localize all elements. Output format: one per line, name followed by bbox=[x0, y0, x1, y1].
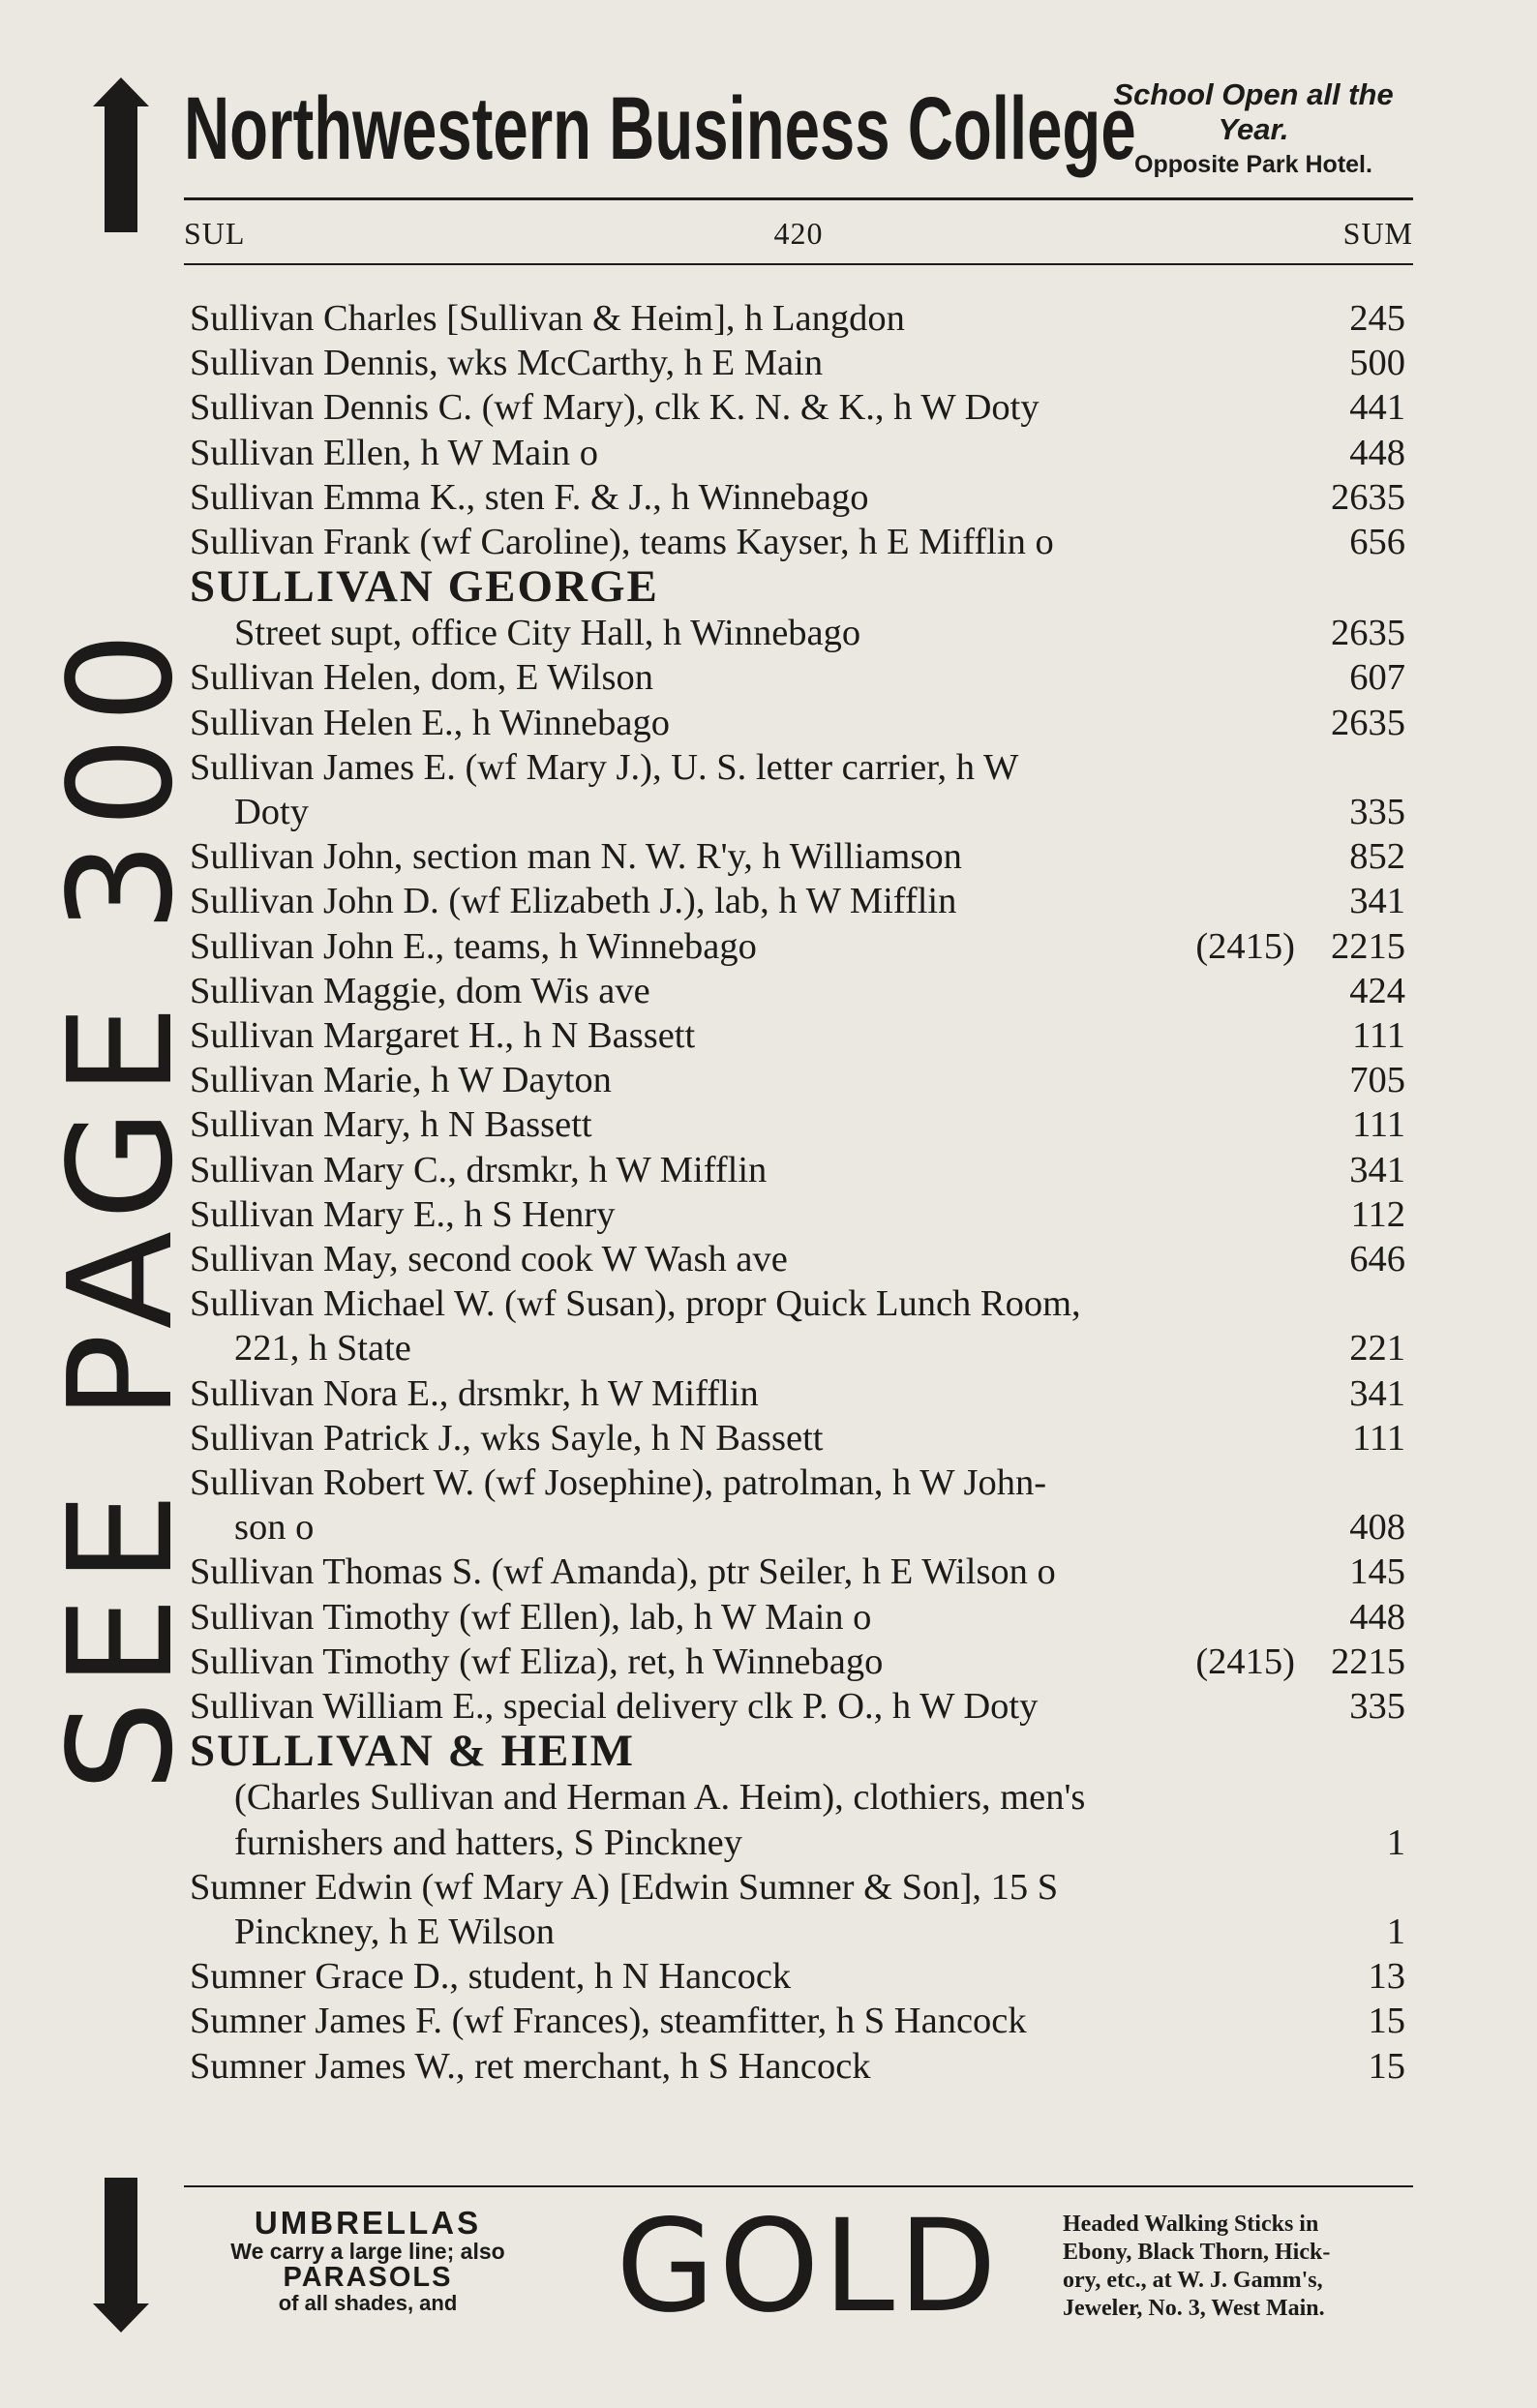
entry-number: 1 bbox=[1386, 1911, 1405, 1952]
directory-entry bbox=[190, 1192, 1405, 1237]
directory-entry bbox=[190, 341, 1405, 385]
directory-entry bbox=[190, 1371, 1405, 1416]
directory-entry bbox=[190, 1821, 1405, 1865]
directory-entry bbox=[190, 701, 1405, 745]
entry-number: 2215 bbox=[1331, 925, 1405, 967]
directory-entry bbox=[190, 385, 1405, 430]
entry-text: Sullivan Patrick J., wks Sayle, h N Bassett bbox=[190, 1417, 824, 1459]
entry-continuation: 221, h State bbox=[234, 1328, 411, 1370]
directory-entry bbox=[190, 790, 1405, 834]
entry-continuation: son o bbox=[234, 1507, 315, 1549]
umbrellas-line: We carry a large line; also bbox=[230, 2239, 505, 2264]
side-advertisement bbox=[38, 77, 204, 2333]
page-number: 420 bbox=[773, 216, 824, 251]
entry-text: Sullivan May, second cook W Wash ave bbox=[190, 1239, 788, 1280]
entry-number: 424 bbox=[1349, 970, 1405, 1011]
entry-number: 112 bbox=[1350, 1193, 1405, 1235]
entry-number: 15 bbox=[1368, 2001, 1405, 2042]
directory-entry bbox=[190, 969, 1405, 1013]
entry-continuation: Pinckney, h E Wilson bbox=[234, 1911, 556, 1952]
arrow-up-icon bbox=[89, 77, 153, 232]
entry-text: Sumner Grace D., student, h N Hancock bbox=[190, 1956, 792, 1998]
entry-number: 15 bbox=[1368, 2045, 1405, 2087]
entry-number: 145 bbox=[1349, 1551, 1405, 1593]
entry-text: Sullivan John D. (wf Elizabeth J.), lab, h W Mifflin bbox=[190, 881, 957, 922]
directory-entry bbox=[190, 611, 1405, 655]
entry-number: 335 bbox=[1349, 1686, 1405, 1728]
parasols-title: PARASOLS bbox=[283, 2262, 453, 2293]
entry-text: Sullivan John, section man N. W. R'y, h Williamson bbox=[190, 836, 962, 878]
entry-number: 448 bbox=[1349, 1596, 1405, 1638]
gold-ad-word: GOLD bbox=[616, 2192, 1001, 2341]
directory-entry bbox=[190, 879, 1405, 923]
directory-entry bbox=[190, 1999, 1405, 2043]
entry-number: 2635 bbox=[1331, 702, 1405, 743]
entry-continuation: furnishers and hatters, S Pinckney bbox=[234, 1821, 742, 1863]
entry-number: 2215 bbox=[1331, 1640, 1405, 1682]
entry-number: 111 bbox=[1352, 1104, 1405, 1146]
entry-first-line: (Charles Sullivan and Herman A. Heim), clothiers, men's bbox=[234, 1777, 1086, 1819]
umbrellas-ad bbox=[184, 2207, 552, 2315]
entry-text: Sullivan William E., special delivery clk P. O., h W Doty bbox=[190, 1686, 1039, 1728]
parasols-line: of all shades, and bbox=[278, 2291, 458, 2315]
footer-rule bbox=[184, 2185, 1413, 2187]
notice-line-3: Opposite Park Hotel. bbox=[1134, 151, 1372, 178]
entry-text: Sumner James W., ret merchant, h S Hancock bbox=[190, 2045, 871, 2087]
directory-entry bbox=[190, 1013, 1405, 1058]
entry-number: 2635 bbox=[1331, 613, 1405, 654]
entry-number: 341 bbox=[1349, 1149, 1405, 1190]
entry-number: 500 bbox=[1349, 343, 1405, 384]
directory-entries bbox=[190, 296, 1405, 2089]
entry-number: 13 bbox=[1368, 1956, 1405, 1998]
entry-text: Sullivan Helen E., h Winnebago bbox=[190, 702, 671, 743]
entry-first-line: Sullivan James E. (wf Mary J.), U. S. letter carrier, h W bbox=[190, 746, 1019, 788]
walking-sticks-line-2: Ebony, Black Thorn, Hick- bbox=[1063, 2240, 1331, 2265]
entry-number: 221 bbox=[1349, 1328, 1405, 1370]
directory-entry bbox=[190, 1640, 1405, 1684]
entry-text: Sullivan Maggie, dom Wis ave bbox=[190, 970, 650, 1011]
entry-text: Sullivan Marie, h W Dayton bbox=[190, 1060, 612, 1101]
notice-line-2: Year. bbox=[1218, 112, 1289, 146]
entry-text: Sumner James F. (wf Frances), steamfitter, h S Hancock bbox=[190, 2001, 1027, 2042]
directory-entry bbox=[190, 296, 1405, 341]
directory-entry bbox=[190, 2044, 1405, 2089]
directory-entry bbox=[190, 475, 1405, 520]
directory-entry bbox=[190, 1550, 1405, 1594]
entry-number: 1 bbox=[1386, 1821, 1405, 1863]
bottom-advertisement bbox=[184, 2192, 1413, 2341]
entry-text: Sullivan Frank (wf Caroline), teams Kayser, h E Mifflin o bbox=[190, 522, 1054, 563]
running-head-right: SUM bbox=[1342, 216, 1413, 251]
running-head-rule bbox=[184, 263, 1413, 265]
entry-continuation: Doty bbox=[234, 792, 309, 833]
side-ad-text: SEE PAGE 300 bbox=[38, 617, 204, 1792]
directory-entry bbox=[190, 1058, 1405, 1102]
entry-number: 441 bbox=[1349, 387, 1405, 429]
directory-entry bbox=[190, 1416, 1405, 1460]
entry-alt-number: (2415) bbox=[1195, 1640, 1295, 1682]
directory-entry bbox=[190, 834, 1405, 879]
notice-line-1: School Open all the bbox=[1113, 77, 1394, 111]
entry-text: Sullivan Mary, h N Bassett bbox=[190, 1104, 592, 1146]
entry-text: Street supt, office City Hall, h Winnebago bbox=[234, 613, 861, 654]
entry-first-line: Sullivan Robert W. (wf Josephine), patrolman, h W John- bbox=[190, 1462, 1047, 1504]
directory-entry bbox=[190, 1326, 1405, 1370]
directory-entry bbox=[190, 1910, 1405, 1954]
entry-text: Sullivan Dennis C. (wf Mary), clk K. N. & K., h W Doty bbox=[190, 387, 1040, 429]
umbrellas-title: UMBRELLAS bbox=[254, 2205, 482, 2241]
entry-number: 341 bbox=[1349, 1372, 1405, 1414]
entry-text: Sullivan Ellen, h W Main o bbox=[190, 432, 599, 473]
entry-number: 656 bbox=[1349, 522, 1405, 563]
directory-entry bbox=[190, 1237, 1405, 1281]
entry-number: 705 bbox=[1349, 1060, 1405, 1101]
directory-entry bbox=[190, 1148, 1405, 1192]
entry-text: Sullivan Margaret H., h N Bassett bbox=[190, 1015, 696, 1057]
running-head bbox=[184, 209, 1413, 257]
entry-text: Sullivan Emma K., sten F. & J., h Winnebago bbox=[190, 476, 869, 518]
entry-heading: SULLIVAN GEORGE bbox=[190, 561, 659, 613]
entry-text: Sullivan Timothy (wf Ellen), lab, h W Main o bbox=[190, 1596, 872, 1638]
walking-sticks-line-4: Jeweler, No. 3, West Main. bbox=[1063, 2296, 1325, 2321]
page-header bbox=[184, 75, 1413, 192]
directory-entry bbox=[190, 924, 1405, 969]
entry-number: 111 bbox=[1352, 1015, 1405, 1057]
walking-sticks-ad bbox=[1063, 2211, 1413, 2323]
entry-number: 341 bbox=[1349, 881, 1405, 922]
entry-text: Sullivan Charles [Sullivan & Heim], h Langdon bbox=[190, 298, 905, 339]
entry-text: Sullivan Thomas S. (wf Amanda), ptr Seiler, h E Wilson o bbox=[190, 1551, 1056, 1593]
entry-number: 111 bbox=[1352, 1417, 1405, 1459]
entry-alt-number: (2415) bbox=[1195, 925, 1295, 967]
header-rule bbox=[184, 197, 1413, 200]
arrow-down-icon bbox=[89, 2178, 153, 2333]
directory-entry bbox=[190, 1505, 1405, 1550]
entry-number: 607 bbox=[1349, 657, 1405, 699]
directory-entry bbox=[190, 1595, 1405, 1640]
entry-first-line: Sullivan Michael W. (wf Susan), propr Quick Lunch Room, bbox=[190, 1283, 1081, 1325]
running-head-left: SUL bbox=[184, 216, 246, 251]
walking-sticks-line-1: Headed Walking Sticks in bbox=[1063, 2212, 1319, 2237]
directory-entry bbox=[190, 1954, 1405, 1999]
directory-entry bbox=[190, 520, 1405, 564]
entry-text: Sullivan John E., teams, h Winnebago bbox=[190, 925, 757, 967]
entry-text: Sullivan Timothy (wf Eliza), ret, h Winnebago bbox=[190, 1640, 884, 1682]
entry-number: 245 bbox=[1349, 298, 1405, 339]
directory-entry bbox=[190, 655, 1405, 700]
entry-first-line: Sumner Edwin (wf Mary A) [Edwin Sumner & Son], 15 S bbox=[190, 1866, 1059, 1908]
entry-text: Sullivan Dennis, wks McCarthy, h E Main bbox=[190, 343, 824, 384]
entry-number: 646 bbox=[1349, 1239, 1405, 1280]
entry-text: Sullivan Mary E., h S Henry bbox=[190, 1193, 616, 1235]
school-notice bbox=[1094, 77, 1413, 182]
entry-text: Sullivan Mary C., drsmkr, h W Mifflin bbox=[190, 1149, 768, 1190]
college-name: Northwestern Business College bbox=[184, 79, 1136, 178]
entry-number: 448 bbox=[1349, 432, 1405, 473]
entry-heading: SULLIVAN & HEIM bbox=[190, 1726, 636, 1777]
directory-entry bbox=[190, 1102, 1405, 1147]
entry-number: 852 bbox=[1349, 836, 1405, 878]
entry-text: Sullivan Helen, dom, E Wilson bbox=[190, 657, 653, 699]
entry-number: 408 bbox=[1349, 1507, 1405, 1549]
directory-entry bbox=[190, 1684, 1405, 1729]
entry-number: 335 bbox=[1349, 792, 1405, 833]
entry-text: Sullivan Nora E., drsmkr, h W Mifflin bbox=[190, 1372, 759, 1414]
entry-number: 2635 bbox=[1331, 476, 1405, 518]
walking-sticks-line-3: ory, etc., at W. J. Gamm's, bbox=[1063, 2268, 1323, 2293]
directory-entry bbox=[190, 431, 1405, 475]
